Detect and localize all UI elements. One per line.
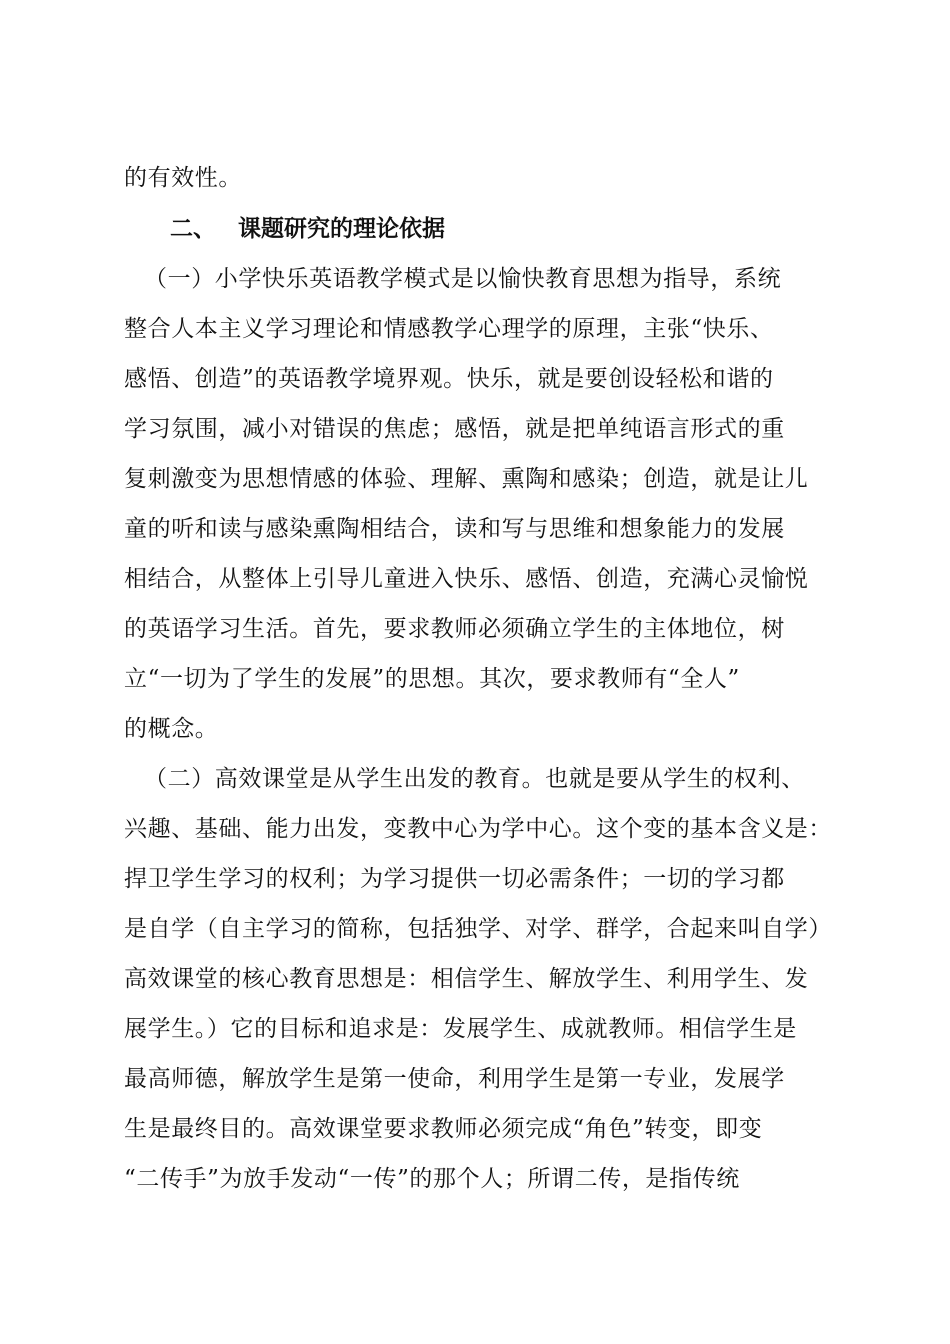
paragraph-1-line: 的概念。 xyxy=(124,716,219,742)
paragraph-1-line: 复刺激变为思想情感的体验、理解、熏陶和感染；创造，就是让儿 xyxy=(124,466,809,492)
paragraph-2-line: 展学生。）它的目标和追求是：发展学生、成就教师。相信学生是 xyxy=(124,1016,797,1042)
intro-tail-text: 的有效性。 xyxy=(124,165,242,191)
section-title: 课题研究的理论依据 xyxy=(238,216,445,242)
paragraph-1-line: 童的听和读与感染熏陶相结合，读和写与思维和想象能力的发展 xyxy=(124,516,785,542)
paragraph-2-line: 高效课堂的核心教育思想是：相信学生、解放学生、利用学生、发 xyxy=(124,966,809,992)
paragraph-2-line: 生是最终目的。高效课堂要求教师必须完成“角色”转变，即变 xyxy=(124,1116,763,1142)
paragraph-1-line: 相结合，从整体上引导儿童进入快乐、感悟、创造，充满心灵愉悦 xyxy=(124,566,809,592)
paragraph-1-line: 的英语学习生活。首先，要求教师必须确立学生的主体地位，树 xyxy=(124,616,785,642)
paragraph-2-line: 兴趣、基础、能力出发，变教中心为学中心。这个变的基本含义是： xyxy=(124,816,832,842)
paragraph-1-line: 学习氛围，减小对错误的焦虑；感悟，就是把单纯语言形式的重 xyxy=(124,416,785,442)
paragraph-2-line: “二传手”为放手发动“一传”的那个人；所谓二传，是指传统 xyxy=(124,1166,740,1192)
paragraph-2-line: 捍卫学生学习的权利；为学习提供一切必需条件；一切的学习都 xyxy=(124,866,785,892)
paragraph-1-line: 立“一切为了学生的发展”的思想。其次，要求教师有“全人” xyxy=(124,666,740,692)
paragraph-1-line: 整合人本主义学习理论和情感教学心理学的原理，主张“快乐、 xyxy=(124,316,774,342)
paragraph-2-line: 最高师德，解放学生是第一使命，利用学生是第一专业，发展学 xyxy=(124,1066,785,1092)
paragraph-1-line: （一）小学快乐英语教学模式是以愉快教育思想为指导，系统 xyxy=(144,266,782,292)
paragraph-1-line: 感悟、创造”的英语教学境界观。快乐，就是要创设轻松和谐的 xyxy=(124,366,774,392)
section-heading xyxy=(170,214,445,244)
paragraph-2-line: （二）高效课堂是从学生出发的教育。也就是要从学生的权利、 xyxy=(144,766,805,792)
section-number: 二、 xyxy=(170,216,216,242)
paragraph-2-line: 是自学（自主学习的简称，包括独学、对学、群学，合起来叫自学） xyxy=(124,916,832,942)
